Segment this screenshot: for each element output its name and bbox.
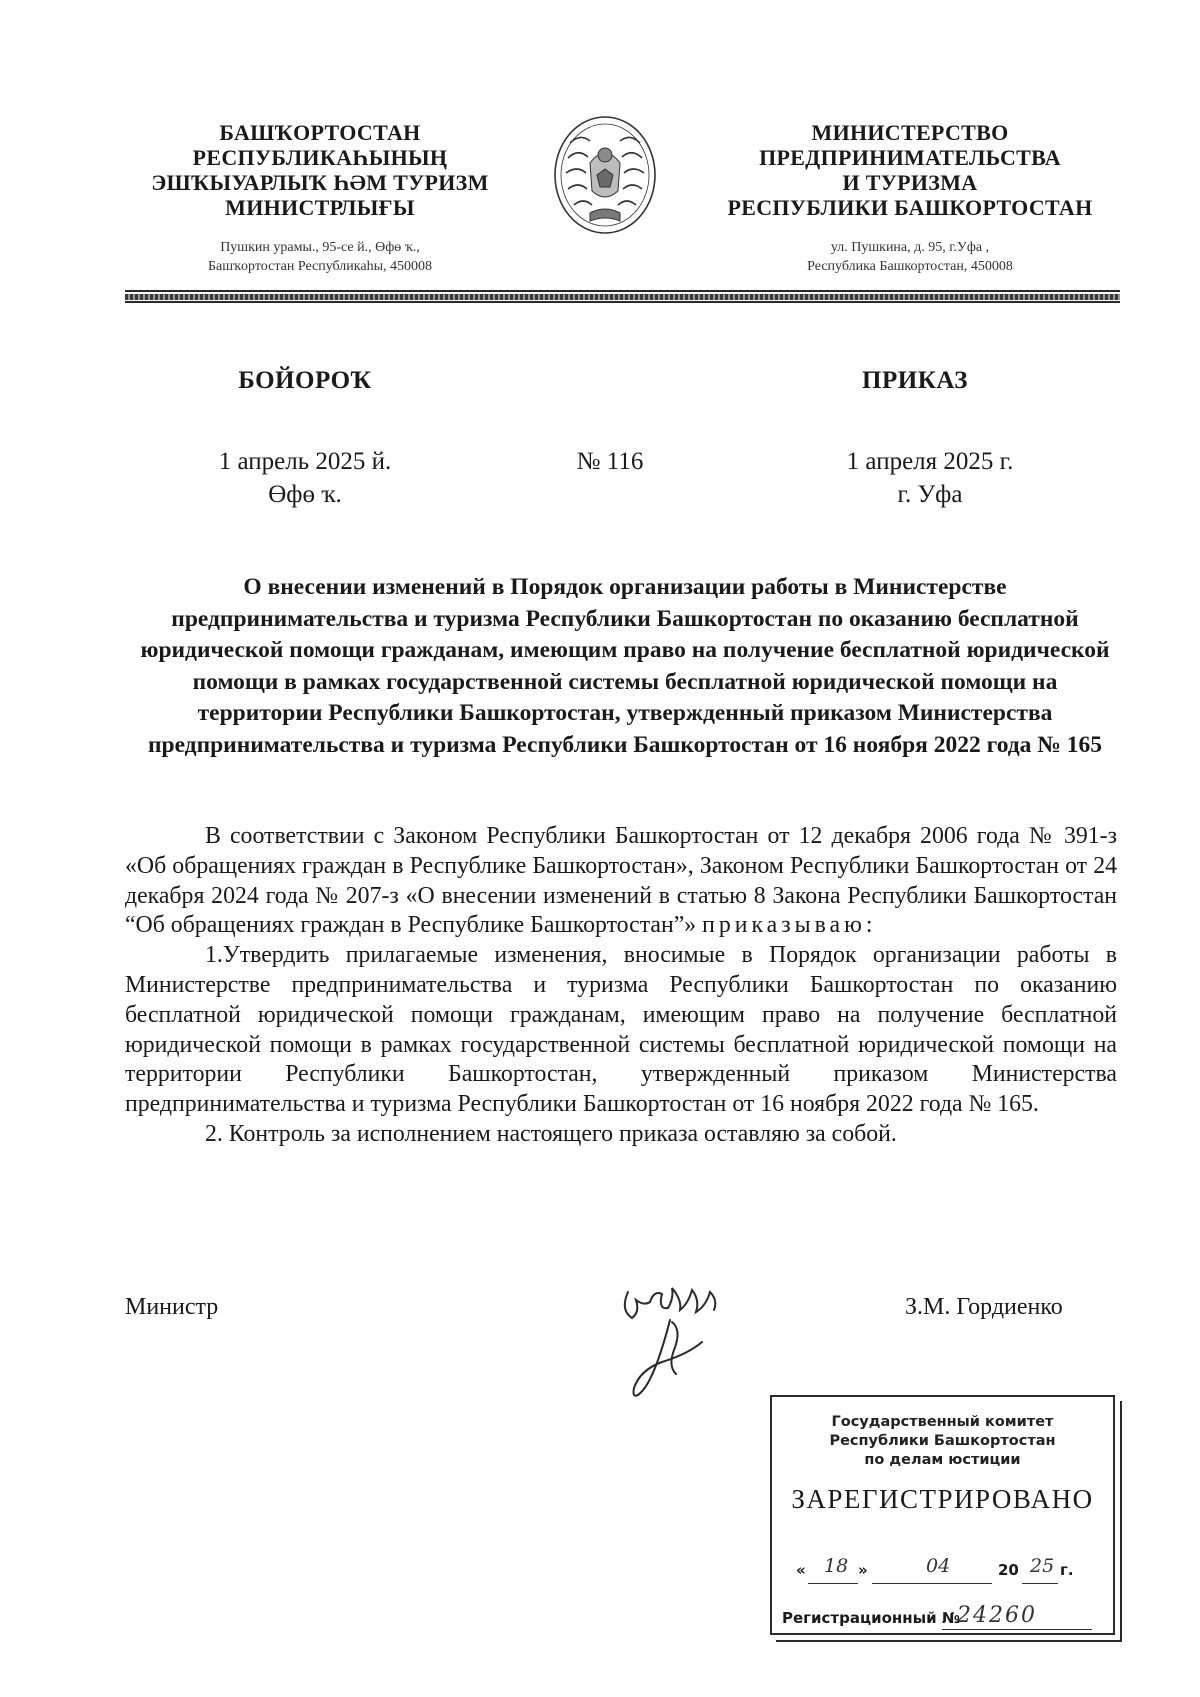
header-separator [125,290,1120,304]
order-title: О внесении изменений в Порядок организации работы в Министерстве предпринимательства и туризма Республики Башкортостан по оказанию бесплатной юридической помощи гражданам, имеющим право на получение бесплатной юридической помощи в рамках государственной системы бесплатной юридической помощи на территории Республики Башкортостан, утвержденный приказом Министерства предпринимательства и туризма Республики Башкортостан от 16 ноября 2022 года № 165 [140,574,1110,758]
date-block-bashkir [170,445,440,511]
header-right-block [690,120,1130,276]
doc-type-russian: ПРИКАЗ [862,367,968,394]
stamp-day-underline [808,1583,858,1584]
header-left-block [120,120,520,276]
stamp-month-underline [872,1583,992,1584]
header-right-title [690,120,1130,220]
header-right-address [690,238,1130,276]
header-left-title-line: ЭШҠЫУАРЛЫҠ ҺӘМ ТУРИЗМ [151,170,489,195]
stamp-day: 18 [824,1555,849,1577]
header-left-address-line: Пушкин урамы., 95-се й., Өфө ҡ., [220,240,420,255]
separator-line-ornament [125,294,1120,300]
city-russian: г. Уфа [897,481,963,508]
header-left-title [120,120,520,220]
header-left-title-line: БАШҠОРТОСТАН [219,120,421,145]
header-right-address-line: Республика Башкортостан, 450008 [807,259,1013,274]
separator-line-top [125,290,1120,292]
prikazyvayu-text: приказываю: [702,912,877,939]
header-right-address-line: ул. Пушкина, д. 95, г.Уфа , [830,240,990,255]
header-left-title-line: МИНИСТРЛЫҒЫ [225,195,415,220]
preamble-text: В соответствии с Законом Республики Башкортостан от 12 декабря 2006 года № 391-з «Об обращениях граждан в Республике Башкортостан», Законом Республики Башкортостан от 24 декабря 2024 года № 207-з «О внесении изменений в статью 8 Закона Республики Башкортостан “Об обращениях граждан в Республике Башкортостан”» [125,823,1117,939]
order-body [125,822,1117,1150]
stamp-year-underline [1022,1583,1058,1584]
signatory-name: З.М. Гордиенко [905,1294,1063,1320]
header-right-title-line: МИНИСТЕРСТВО [811,120,1009,145]
separator-line-bottom [125,301,1120,303]
stamp-year-prefix: 20 [998,1561,1019,1579]
header-left-address [120,238,520,276]
city-bashkir: Өфө ҡ. [268,481,342,508]
stamp-reg-label: Регистрационный № [782,1609,960,1627]
stamp-quote-close: » [858,1561,868,1579]
preamble-paragraph [125,822,1117,941]
stamp-authority [772,1413,1113,1470]
signatory-position: Министр [125,1294,219,1320]
stamp-year-suffix: г. [1060,1561,1074,1579]
order-number: № 116 [576,448,644,475]
stamp-reg-number: 24260 [957,1603,1037,1628]
stamp-authority-line: Государственный комитет [831,1414,1054,1430]
stamp-authority-line: Республики Башкортостан [829,1433,1056,1449]
stamp-authority-line: по делам юстиции [864,1452,1021,1468]
stamp-registered-label: ЗАРЕГИСТРИРОВАНО [791,1484,1094,1514]
header-right-title-line: И ТУРИЗМА [842,170,978,195]
header-left-title-line: РЕСПУБЛИКАҺЫНЫҢ [192,145,448,170]
stamp-registration-date [796,1557,1096,1585]
stamp-month: 04 [926,1555,951,1577]
stamp-year: 25 [1030,1555,1055,1577]
header-left-address-line: Башҡортостан Республикаһы, 450008 [207,259,432,274]
stamp-quote-open: « [796,1561,806,1579]
item-2-paragraph: 2. Контроль за исполнением настоящего приказа оставляю за собой. [205,1120,897,1147]
doc-type-bashkir: БОЙОРОҠ [238,367,372,394]
header-right-title-line: РЕСПУБЛИКИ БАШКОРТОСТАН [727,195,1093,220]
registration-stamp [770,1395,1115,1635]
date-russian: 1 апреля 2025 г. [846,448,1014,475]
header-right-title-line: ПРЕДПРИНИМАТЕЛЬСТВА [759,145,1061,170]
date-bashkir: 1 апрель 2025 й. [218,448,392,475]
date-block-russian [790,445,1070,511]
handwritten-signature [610,1270,740,1430]
stamp-reg-underline [942,1629,1092,1630]
item-1-paragraph: 1.Утвердить прилагаемые изменения, вносимые в Порядок организации работы в Министерстве предпринимательства и туризма Республики Башкортостан по оказанию бесплатной юридической помощи гражданам, имеющим право на получение бесплатной юридической помощи в рамках государственной системы бесплатной юридической помощи на территории Республики Башкортостан, утвержденный приказом Министерства предпринимательства и туризма Республики Башкортостан от 16 ноября 2022 года № 165. [125,942,1117,1118]
coat-of-arms-emblem [550,113,660,238]
